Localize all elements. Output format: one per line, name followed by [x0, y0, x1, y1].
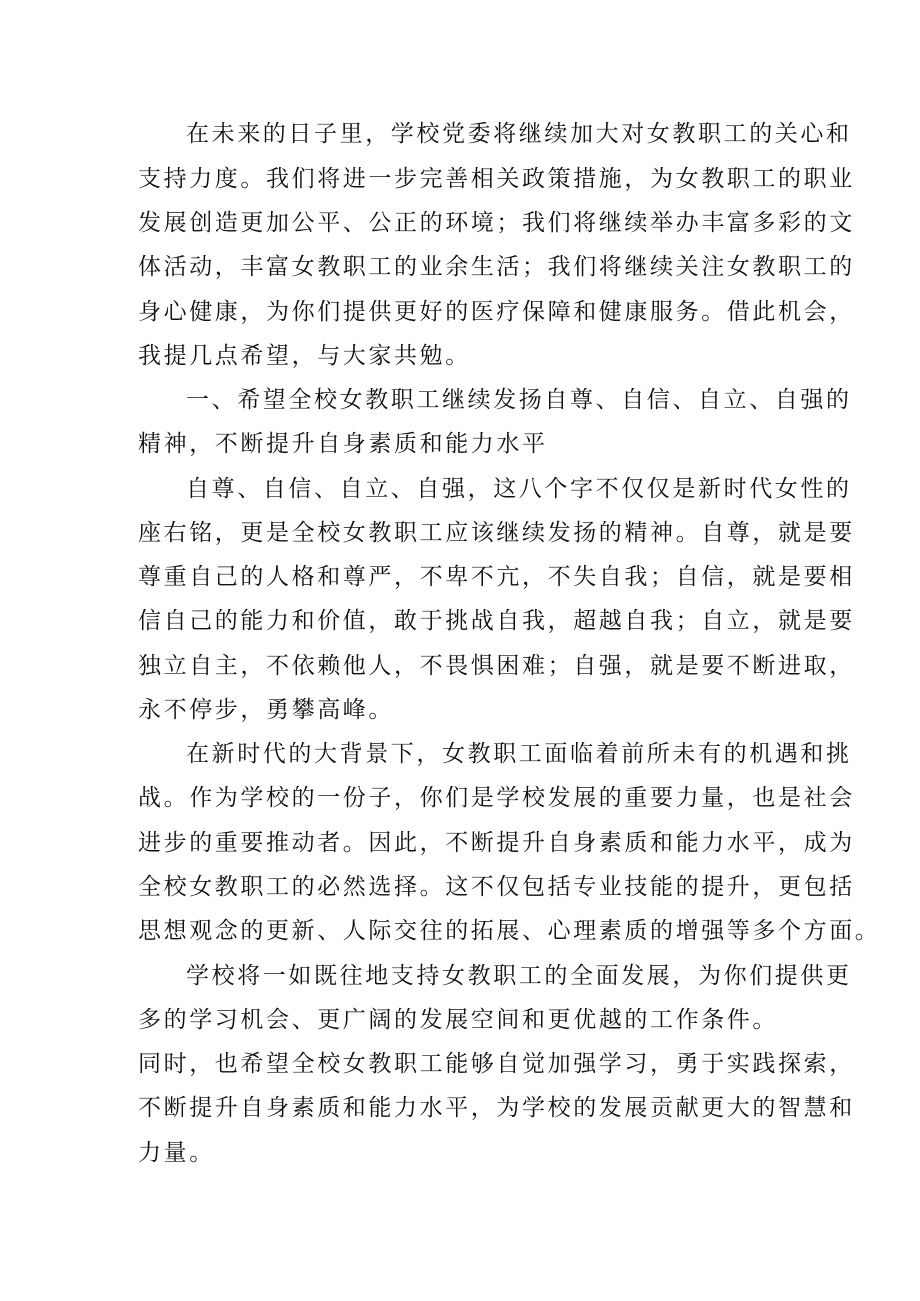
text-line: 多的学习机会、更广阔的发展空间和更优越的工作条件。 [138, 1007, 778, 1033]
text-line: 在新时代的大背景下，女教职工面临着前所未有的机遇和挑 [186, 741, 852, 767]
text-line: 尊重自己的人格和尊严，不卑不亢，不失自我；自信，就是要相 [138, 564, 855, 590]
text-line: 座右铭，更是全校女教职工应该继续发扬的精神。自尊，就是要 [138, 520, 855, 546]
text-line: 力量。 [138, 1140, 215, 1166]
text-line: 发展创造更加公平、公正的环境；我们将继续举办丰富多彩的文 [138, 210, 855, 236]
text-line: 进步的重要推动者。因此，不断提升自身素质和能力水平，成为 [138, 830, 855, 856]
text-line: 永不停步，勇攀高峰。 [138, 697, 394, 723]
text-line: 我提几点希望，与大家共勉。 [138, 343, 471, 369]
text-line: 身心健康，为你们提供更好的医疗保障和健康服务。借此机会， [138, 299, 855, 325]
text-line: 同时，也希望全校女教职工能够自觉加强学习，勇于实践探索， [138, 1051, 855, 1077]
text-line: 自尊、自信、自立、自强，这八个字不仅仅是新时代女性的 [186, 476, 852, 502]
text-line: 信自己的能力和价值，敢于挑战自我，超越自我；自立，就是要 [138, 608, 855, 634]
text-line: 独立自主，不依赖他人，不畏惧困难；自强，就是要不断进取， [138, 653, 855, 679]
text-line: 思想观念的更新、人际交往的拓展、心理素质的增强等多个方面。 [138, 918, 881, 944]
text-line: 不断提升自身素质和能力水平，为学校的发展贡献更大的智慧和 [138, 1095, 855, 1121]
text-line: 全校女教职工的必然选择。这不仅包括专业技能的提升，更包括 [138, 874, 855, 900]
text-line: 战。作为学校的一份子，你们是学校发展的重要力量，也是社会 [138, 785, 855, 811]
heading-line: 一、希望全校女教职工继续发扬自尊、自信、自立、自强的 [186, 387, 852, 413]
text-line: 体活动，丰富女教职工的业余生活；我们将继续关注女教职工的 [138, 254, 855, 280]
text-line: 在未来的日子里，学校党委将继续加大对女教职工的关心和 [186, 121, 852, 147]
text-line: 学校将一如既往地支持女教职工的全面发展，为你们提供更 [186, 963, 852, 989]
heading-line: 精神，不断提升自身素质和能力水平 [138, 431, 548, 457]
text-line: 支持力度。我们将进一步完善相关政策措施，为女教职工的职业 [138, 166, 855, 192]
